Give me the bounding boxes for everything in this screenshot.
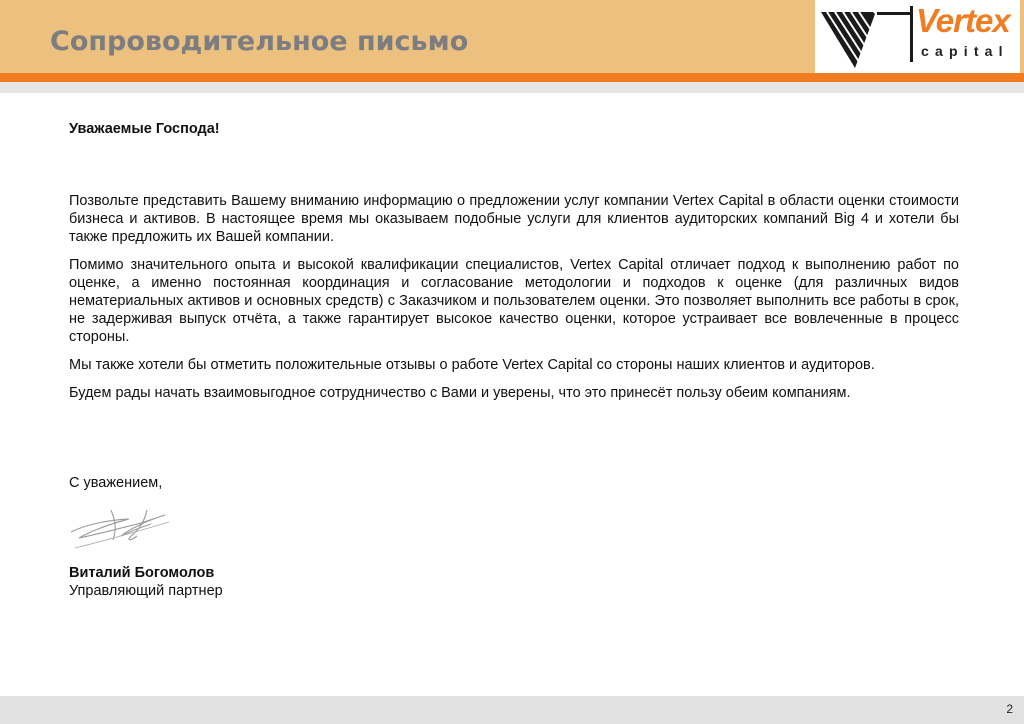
letter-body <box>69 120 959 600</box>
letter-paragraph: Мы также хотели бы отметить положительные отзывы о работе Vertex Capital со стороны наших клиентов и аудиторов. <box>69 357 875 373</box>
header-divider-bar <box>0 82 1024 93</box>
letter-greeting: Уважаемые Господа! <box>69 121 220 137</box>
page-title: Сопроводительное письмо <box>50 26 469 57</box>
signer-title: Управляющий партнер <box>69 583 223 599</box>
letter-closing: С уважением, <box>69 475 163 491</box>
signer-name: Виталий Богомолов <box>69 565 215 581</box>
footer-bar <box>0 696 1024 724</box>
company-logo <box>815 0 1020 73</box>
page-number: 2 <box>1006 702 1013 716</box>
logo-wordmark-vertex: Vertex <box>916 2 1010 39</box>
letter-paragraph: Позвольте представить Вашему вниманию информацию о предложении услуг компании Vertex Capital в области оценки стоимости бизнеса и активов. В настоящее время мы оказываем подобные услуги для клиентов аудиторских компаний Big 4 и хотели бы также предложить их Вашей компании. <box>69 193 959 245</box>
header-accent-bar <box>0 73 1024 82</box>
letter-paragraph: Будем рады начать взаимовыгодное сотрудничество с Вами и уверены, что это принесёт пользу обеим компаниям. <box>69 385 851 401</box>
signature-icon <box>69 502 173 554</box>
logo-wordmark-capital: capital <box>921 43 1009 59</box>
letter-paragraph: Помимо значительного опыта и высокой квалификации специалистов, Vertex Capital отличает подход к выполнению работ по оценке, а именно постоянная координация и согласование методологии и подходов к оценке (для различных видов нематериальных активов и основных средств) с Заказчиком и пользователем оценки. Это позволяет выполнить все работы в срок, не задерживая выпуск отчёта, а также гарантирует высокое качество оценки, которое устраивает все вовлеченные в процесс стороны. <box>69 257 959 345</box>
